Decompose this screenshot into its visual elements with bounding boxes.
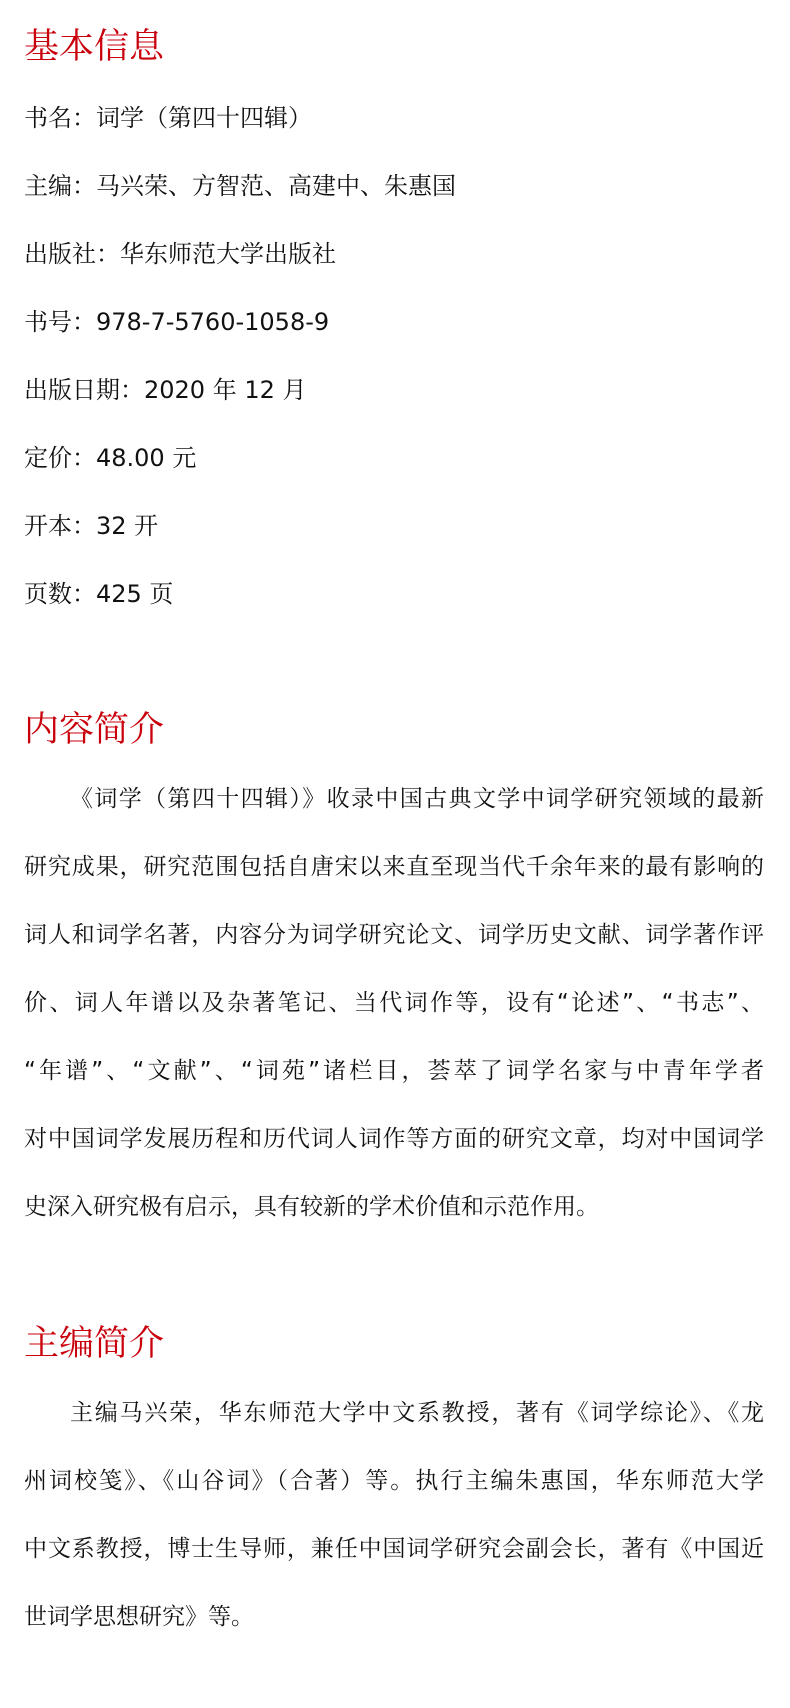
info-price: 定价：48.00 元: [24, 444, 197, 472]
info-editors: 主编：马兴荣、方智范、高建中、朱惠国: [24, 172, 456, 200]
info-publish-date: 出版日期：2020 年 12 月: [24, 376, 307, 404]
summary-heading: 内容简介: [24, 710, 165, 750]
summary-line: 史深入研究极有启示，具有较新的学术价值和示范作用。: [24, 1194, 599, 1220]
editor-line: 州词校笺》、《山谷词》（合著）等。执行主编朱惠国，华东师范大学: [24, 1468, 764, 1494]
editor-line: 世词学思想研究》等。: [24, 1604, 254, 1630]
summary-line: 词人和词学名著，内容分为词学研究论文、词学历史文献、词学著作评: [24, 922, 764, 948]
summary-line: 研究成果，研究范围包括自唐宋以来直至现当代千余年来的最有影响的: [24, 854, 764, 880]
editor-line: 主编马兴荣，华东师范大学中文系教授，著有《词学综论》、《龙: [70, 1400, 764, 1426]
summary-line: 价、词人年谱以及杂著笔记、当代词作等，设有“论述”、“书志”、: [24, 990, 764, 1016]
info-page-count: 页数：425 页: [24, 580, 174, 608]
editor-line: 中文系教授，博士生导师，兼任中国词学研究会副会长，著有《中国近: [24, 1536, 764, 1562]
info-format: 开本：32 开: [24, 512, 159, 540]
summary-line: 《词学（第四十四辑）》收录中国古典文学中词学研究领域的最新: [70, 786, 764, 812]
info-isbn: 书号：978-7-5760-1058-9: [24, 308, 330, 336]
info-publisher: 出版社：华东师范大学出版社: [24, 240, 336, 268]
summary-line: “年谱”、“文献”、“词苑”诸栏目，荟萃了词学名家与中青年学者: [24, 1058, 764, 1084]
basic-info-heading: 基本信息: [24, 27, 165, 67]
info-book-title: 书名：词学（第四十四辑）: [24, 104, 312, 132]
editor-heading: 主编简介: [24, 1324, 165, 1364]
summary-line: 对中国词学发展历程和历代词人词作等方面的研究文章，均对中国词学: [24, 1126, 764, 1152]
